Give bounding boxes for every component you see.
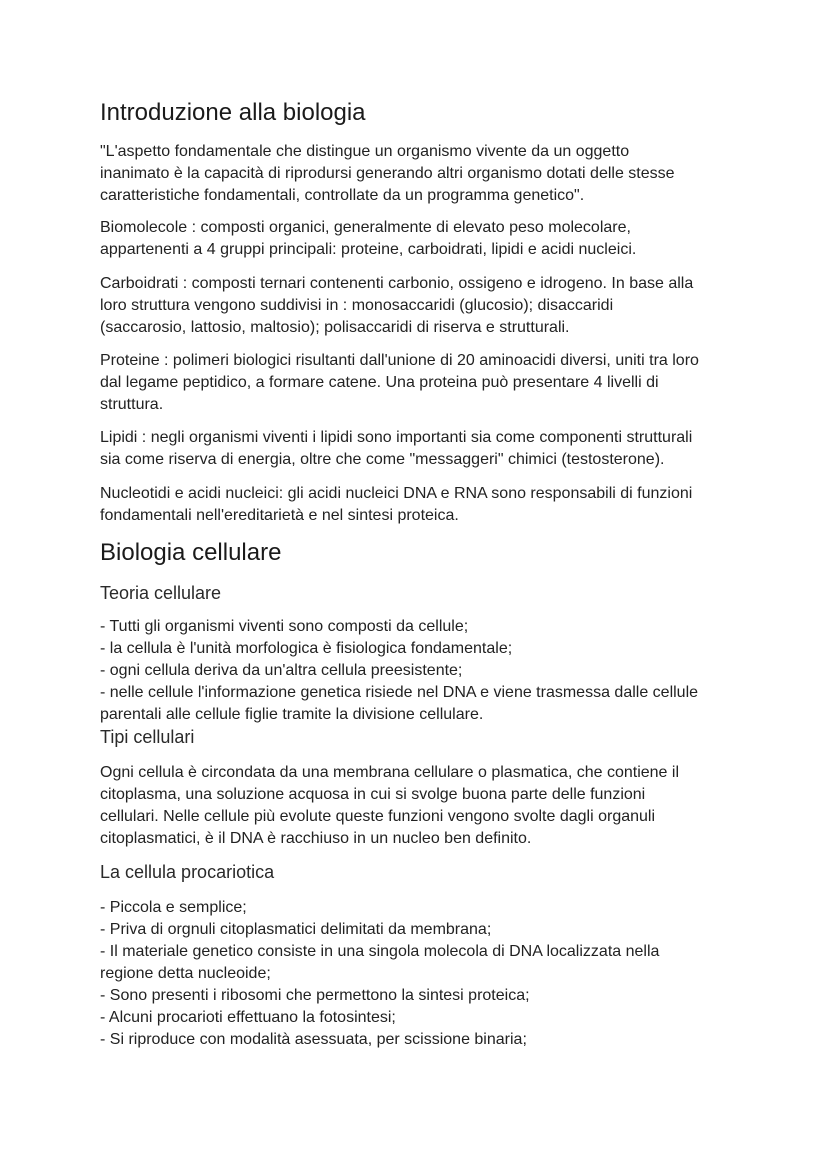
section-title: Biologia cellulare [100, 539, 282, 566]
paragraph [100, 762, 760, 850]
text-line: Lipidi : negli organismi viventi i lipidi sono importanti sia come componenti strutturali [100, 429, 693, 446]
text-line: dal legame peptidico, a formare catene. Una proteina può presentare 4 livelli di [100, 374, 659, 391]
paragraph [100, 273, 760, 339]
text-line: - Tutti gli organismi viventi sono composti da cellule; [100, 618, 469, 635]
text-line: inanimato è la capacità di riprodursi generando altri organismo dotati delle stesse [100, 165, 675, 182]
text-line: loro struttura vengono suddivisi in : monosaccaridi (glucosio); disaccaridi [100, 297, 614, 314]
paragraph [100, 217, 760, 261]
text-line: Biomolecole : composti organici, generalmente di elevato peso molecolare, [100, 219, 631, 236]
paragraph [100, 483, 760, 527]
text-line: citoplasmatici, è il DNA è racchiuso in un nucleo ben definito. [100, 830, 532, 847]
paragraph [100, 350, 760, 416]
text-line: Nucleotidi e acidi nucleici: gli acidi nucleici DNA e RNA sono responsabili di funzioni [100, 485, 693, 502]
text-line: sia come riserva di energia, oltre che come "messaggeri" chimici (testosterone). [100, 451, 665, 468]
text-line: Carboidrati : composti ternari contenenti carbonio, ossigeno e idrogeno. In base alla [100, 275, 694, 292]
text-line: fondamentali nell'ereditarietà e nel sintesi proteica. [100, 507, 459, 524]
text-line: - nelle cellule l'informazione genetica risiede nel DNA e viene trasmessa dalle cellule [100, 684, 699, 701]
bullet-list [100, 897, 760, 1051]
text-line: - Piccola e semplice; [100, 899, 247, 916]
text-line: - Priva di orgnuli citoplasmatici delimitati da membrana; [100, 921, 492, 938]
text-line: - Alcuni procarioti effettuano la fotosintesi; [100, 1009, 396, 1026]
subsection-title: Teoria cellulare [100, 583, 222, 603]
text-line: cellulari. Nelle cellule più evolute queste funzioni vengono svolte dagli organuli [100, 808, 656, 825]
text-line: citoplasma, una soluzione acquosa in cui si svolge buona parte delle funzioni [100, 786, 646, 803]
paragraph [100, 427, 760, 471]
bullet-list [100, 616, 760, 726]
text-line: struttura. [100, 396, 164, 413]
text-line: caratteristiche fondamentali, controllate da un programma genetico". [100, 187, 585, 204]
text-line: - ogni cellula deriva da un'altra cellula preesistente; [100, 662, 463, 679]
paragraph [100, 141, 760, 207]
subsection-title: La cellula procariotica [100, 862, 275, 882]
text-line: (saccarosio, lattosio, maltosio); polisaccaridi di riserva e strutturali. [100, 319, 570, 336]
text-line: - Il materiale genetico consiste in una singola molecola di DNA localizzata nella [100, 943, 660, 960]
text-line: Ogni cellula è circondata da una membrana cellulare o plasmatica, che contiene il [100, 764, 679, 781]
text-line: regione detta nucleoide; [100, 965, 271, 982]
text-line: - Sono presenti i ribosomi che permettono la sintesi proteica; [100, 987, 530, 1004]
text-line: parentali alle cellule figlie tramite la divisione cellulare. [100, 706, 484, 723]
text-line: - la cellula è l'unità morfologica è fisiologica fondamentale; [100, 640, 513, 657]
text-line: appartenenti a 4 gruppi principali: proteine, carboidrati, lipidi e acidi nucleici. [100, 241, 637, 258]
text-line: - Si riproduce con modalità asessuata, per scissione binaria; [100, 1031, 527, 1048]
text-line: "L'aspetto fondamentale che distingue un organismo vivente da un oggetto [100, 143, 630, 160]
subsection-title: Tipi cellulari [100, 727, 195, 747]
section-title: Introduzione alla biologia [100, 99, 366, 126]
text-line: Proteine : polimeri biologici risultanti dall'unione di 20 aminoacidi diversi, uniti tra loro [100, 352, 699, 369]
